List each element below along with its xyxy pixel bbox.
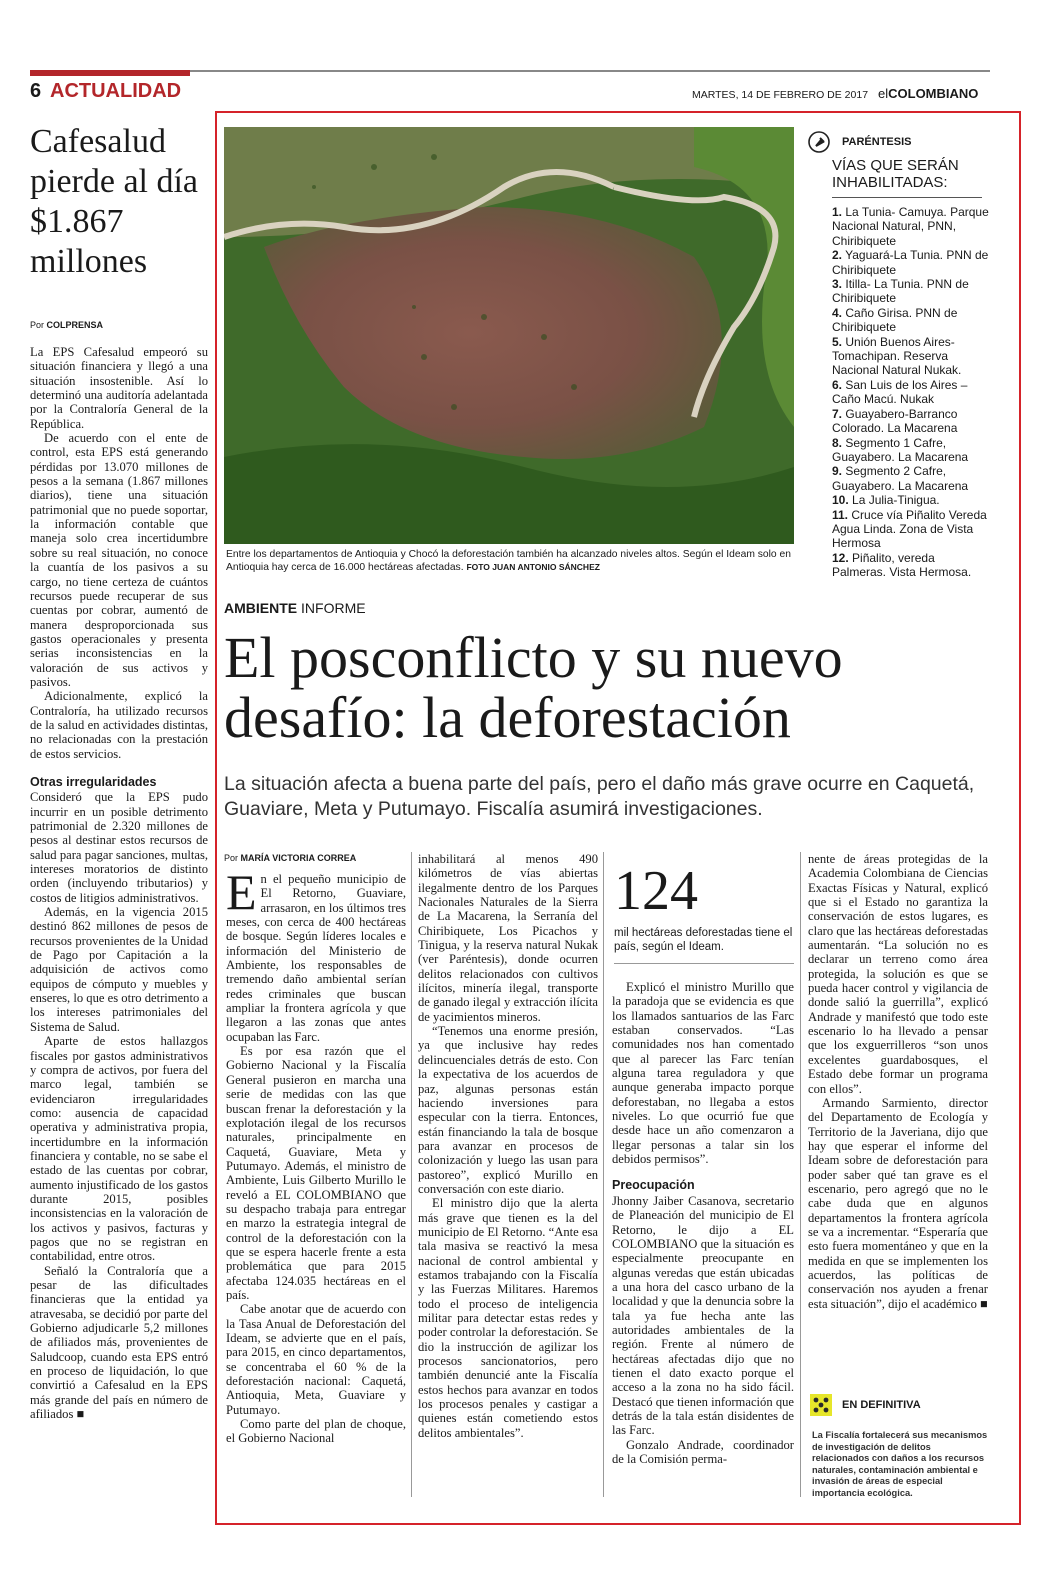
left-byline-prefix: Por [30,320,45,330]
main-column-4 [808,852,988,1372]
via-text: Guayabero-Barranco Colorado. La Macarena [832,406,958,436]
via-item [832,248,992,277]
stat-value: 124 [614,860,698,922]
main-paragraph: Como parte del plan de choque, el Gobierno Nacional [226,1417,406,1446]
main-paragraph: “Tenemos una enorme presión, ya que inclusive hay redes delincuenciales detrás de esto. Con la expectativa de los acuerdos de paz, algunas personas están haciendo inversiones para especular con la tierra. Entonces, están financiando la tala de bosque para avanzar en procesos de colonización y luego las usan para pastoreo”, explicó Murillo en conversación con este diario. [418,1024,598,1196]
via-number: 8. [832,435,843,450]
via-number: 11. [832,507,849,522]
via-text: Caño Girisa. PNN de Chiribiquete [832,305,958,335]
main-paragraph: El ministro dijo que la alerta más grave que tienen es la del municipio de El Retorno. “Ante esa tala masiva se reactivó la mesa nacional de control ambiental y estamos trabajando con la Fiscalía y las Fuerzas Militares. Haremos todo el proceso de inteligencia militar para detectar estas redes y poder controlar la deforestación. Se dio la instrucción de agilizar los procesos sancionatorios, pero también denuncié ante la Fiscalía estos hechos para avanzar en todos los procesos penales y castigar a quienes están cometiendo estos delitos ambientales”. [418,1196,598,1440]
left-byline-name: COLPRENSA [46,320,104,330]
via-item [832,508,992,551]
via-item [832,551,992,580]
main-paragraph: Gonzalo Andrade, coordinador de la Comisión perma- [612,1437,794,1466]
col3-subhead: Preocupación [612,1178,695,1193]
via-text: Cruce vía Piñalito Vereda Agua Linda. Zona de Vista Hermosa [832,507,987,551]
left-paragraph: Aparte de estos hallazgos fiscales por gastos administrativos y compra de activos, por fuera del marco legal, también se evidenciaron irregularidades como: ausencia de capacidad operativa y administrativa propia, incertidumbre en la información financiera y contable, no se sabe el estado de las cuentas por cobrar, aumento injustificado de los gastos durante 2015, posibles inconsistencias en la valoración de los activos y pasivos, facturas y pagos que no se registran en contabilidad, entre otros. [30,1034,208,1264]
pin-icon [808,131,830,153]
via-number: 12. [832,550,849,565]
parentesis-title-rule [832,197,982,198]
via-text: Segmento 2 Cafre, Guayabero. La Macarena [832,464,969,493]
main-paragraph: En el pequeño municipio de El Retorno, Guaviare, arrasaron, en los últimos tres meses, con cerca de 400 hectáreas de bosque. Según líderes locales e información del Ministerio de Ambiente, los responsables de tremendo daño ambiental serían redes criminales que buscan ampliar la frontera agrícola y que llegaron a las zonas que antes ocupaban las Farc. [226,872,406,1044]
main-paragraph: Es por esa razón que el Gobierno Nacional y la Fiscalía General pusieron en marcha una serie de medidas con las que buscan frenar la deforestación y la explotación ilegal de los recursos naturales, principalmente en Caquetá, Guaviare, Meta y Putumayo. Además, el ministro de Ambiente, Luis Gilberto Murillo le reveló a EL COLOMBIANO que su despacho trabaja para entregar en marzo la estrategia integral de control de la deforestación con la que se espera hacerle frente a esta problemática que para 2015 afectaba 124.035 hectáreas en el país. [226,1044,406,1302]
via-number: 7. [832,406,843,421]
brand-prefix: el [878,86,889,101]
main-paragraph: Armando Sarmiento, director del Departamento de Ecología y Territorio de la Javeriana, dijo que hay que esperar el informe del Ideam sobre de deforestación para poder saber qué tan grave es el escenario, pero agregó que no le cabe duda que en algunos departamentos la frontera agrícola se va a incrementar. “Esperaría que esto fuera momentáneo y que en la medida en que se implementen los acuerdos, las políticas de conservación nos ayuden a frenar esta situación”, dijo el académico ■ [808,1095,988,1311]
article-section-name: AMBIENTE [224,600,298,616]
article-section [224,600,366,616]
via-number: 10. [832,493,849,508]
via-text: Unión Buenos Aires-Tomachipan. Reserva Nacional Natural Nukak. [832,334,962,378]
left-paragraph: De acuerdo con el ente de control, esta EPS está generando pérdidas por 13.070 millones de pesos a la semana (1.867 millones diarios), tiene una situación patrimonial que no puede soportar, la información contable que maneja solo crea incertidumbre sobre su real situación, no conoce la cuantía de los pasivos a su cargo, no tiene certeza de cuántos recursos puede recuperar de sus cuentas por cobrar, aumentó de manera desproporcionada sus gastos operacionales y presenta serias inconsistencias en la valoración de sus activos y pasivos. [30,431,208,689]
parentesis-title: VÍAS QUE SERÁN INHABILITADAS: [832,157,959,191]
left-paragraph: Consideró que la EPS pudo incurrir en un posible detrimento patrimonial de 2.320 millones de pesos al destinar estos recursos de salud para pagar sanciones, multas, intereses moratorios de distinto orden (incluyendo tributarios) y costos de litigios administrativos. [30,790,208,905]
stat-rule [614,963,794,964]
via-number: 1. [832,205,843,219]
via-number: 2. [832,248,843,263]
article-subtitle: La situación afecta a buena parte del país, pero el daño más grave ocurre en Caquetá, Guaviare, Meta y Putumayo. Fiscalía asumirá investigaciones. [224,773,975,820]
header-date: MARTES, 14 DE FEBRERO DE 2017 [692,89,869,101]
via-item [832,493,992,507]
left-byline [30,320,103,330]
main-paragraph: nente de áreas protegidas de la Academia Colombiana de Ciencias Exactas Físicas y Natural, explicó que si el Estado no garantiza la conservación de estos lugares, es claro que las hectáreas deforestadas aumentarán. “La solución no es declarar un terreno como área protegida, la solución es que se pueda hacer control y vigilancia de donde salió la guerrilla”, explicó Andrade y manifestó que todo este escenario lo ha llevado a pensar que los exguerrilleros “son unos excelentes guardabosques, el Estado debe formar un programa con ellos”. [808,852,988,1096]
en-definitiva-icon [810,1394,832,1416]
main-paragraph: inhabilitará al menos 490 kilómetros de vías abiertas ilegalmente dentro de los Parques Nacionales Naturales de la Sierra de La Macarena, la Serranía del Chiribiquete, Los Picachos y Tinigua, y la reserva natural Nukak (ver Paréntesis), donde ocurren delitos relacionados con cultivos ilícitos, minería ilegal, transporte de ganado ilegal y extracción ilícita de yacimientos mineros. [418,852,598,1024]
via-text: Itilla- La Tunia. PNN de Chiribiquete [832,277,969,306]
via-number: 6. [832,377,843,392]
via-item [832,335,992,378]
via-text: La Tunia- Camuya. Parque Nacional Natural, PNN, Chiribiquete [832,205,989,248]
left-article-title: Cafesalud pierde al día $1.867 millones [30,123,199,280]
left-paragraph: Adicionalmente, explicó la Contraloría, ha utilizado recursos de la salud en actividades distintas, no relacionadas con la prestación de estos servicios. [30,689,208,761]
main-paragraph: Cabe anotar que de acuerdo con la Tasa Anual de Deforestación del Ideam, se advierte que en el país, para 2015, en cinco departamentos, se concentraba el 60 % de la deforestación nacional: Caquetá, Antioquia, Meta, Guaviare y Putumayo. [226,1302,406,1417]
column-divider [603,852,604,1497]
article-headline: El posconflicto y su nuevo desafío: la deforestación [224,625,843,750]
left-paragraph: La EPS Cafesalud empeoró su situación financiera y llegó a una situación insostenible. Así lo determinó una auditoría adelantada por la Contraloría General de la República. [30,345,208,431]
column-divider [411,852,412,1497]
page-number: 6 [30,80,42,102]
main-column-2 [418,852,598,1497]
column-divider [800,852,801,1497]
via-text: Piñalito, vereda Palmeras. Vista Hermosa. [832,550,972,580]
via-text: Yaguará-La Tunia. PNN de Chiribiquete [832,248,989,277]
photo-illustration [224,127,794,544]
main-column-3 [612,980,794,1500]
via-item [832,407,992,436]
brand-logo [878,86,978,101]
photo-credit: FOTO JUAN ANTONIO SÁNCHEZ [466,562,600,572]
main-paragraph: Explicó el ministro Murillo que la paradoja que se evidencia es que los llamados santuarios de las Farc estaban conservados. “Las comunidades nos han comentado que al parecer las Farc tenían alguna tarea reguladora y que aunque generaba impacto porque deforestaban, no llegaba a estos niveles. Lo que ocurrió fue que desde hace un año comenzaron a llegar personas a talar sin los debidos permisos”. [612,980,794,1167]
brand-name: COLOMBIANO [888,86,979,101]
main-byline [224,853,356,863]
main-column-1 [226,872,406,1502]
via-text: San Luis de los Aires – Caño Macú. Nukak [832,377,968,407]
stat-text: mil hectáreas deforestadas tiene el país, según el Ideam. [614,927,793,953]
section-title: ACTUALIDAD [50,80,182,102]
via-text: Segmento 1 Cafre, Guayabero. La Macarena [832,435,969,464]
via-item [832,436,992,465]
vias-list [832,205,992,580]
via-item [832,277,992,306]
via-item [832,205,992,248]
left-article-body [30,345,208,1500]
via-text: La Julia-Tinigua. [852,493,940,508]
via-number: 4. [832,305,843,320]
via-number: 9. [832,464,843,479]
photo-caption-text: Entre los departamentos de Antioquia y Chocó la deforestación también ha alcanzado niveles altos. Según el Ideam solo en Antioquia hay cerca de 16.000 hectáreas afectadas. [226,549,791,573]
deforestation-photo [224,127,794,544]
main-byline-prefix: Por [224,853,239,863]
photo-caption [226,548,794,574]
via-item [832,306,992,335]
article-section-type: INFORME [301,600,366,616]
en-definitiva-label: EN DEFINITIVA [842,1399,921,1411]
via-item [832,464,992,493]
via-number: 3. [832,277,843,292]
left-paragraph: Además, en la vigencia 2015 destinó 862 millones de pesos de recursos provenientes de la Unidad de Pago por Capitación a la adquisición de activos como equipos de cómputo y muebles y enseres, lo que es otro detrimento a los intereses patrimoniales del Sistema de Salud. [30,905,208,1034]
parentesis-label: PARÉNTESIS [842,136,912,148]
left-paragraph: Señaló la Contraloría que a pesar de las dificultades financieras que la entidad ya atravesaba, se decidió por parte del Gobierno adjudicarle 5,2 millones de afiliados más, provenientes de Saludcoop, cuando esta EPS entró en proceso de liquidación, lo que convirtió a Cafesalud en la EPS más grande del país en número de afiliados ■ [30,1263,208,1422]
main-byline-name: MARÍA VICTORIA CORREA [240,853,357,863]
left-subhead: Otras irregularidades [30,774,157,789]
via-item [832,378,992,407]
main-paragraph: Jhonny Jaiber Casanova, secretario de Planeación del municipio de El Retorno, le dijo a EL COLOMBIANO que la situación es especialmente preocupante en algunas veredas que están ubicadas a una hora del casco urbano de la localidad y que la denuncia sobre la tala ya fue hecha ante las autoridades ambientales de la región. Frente al número de hectáreas afectadas dijo que no tienen el dato exacto porque el acceso a la zona no ha sido fácil. Destacó que tienen información que detrás de la tala están disidentes de las Farc. [612,1193,794,1438]
section-accent-bar [30,70,190,76]
en-definitiva-text: La Fiscalía fortalecerá sus mecanismos de investigación de delitos relacionados con daños a los recursos naturales, contaminación ambiental e invasión de áreas de especial importancia ecológica. [812,1430,988,1498]
via-number: 5. [832,334,843,349]
